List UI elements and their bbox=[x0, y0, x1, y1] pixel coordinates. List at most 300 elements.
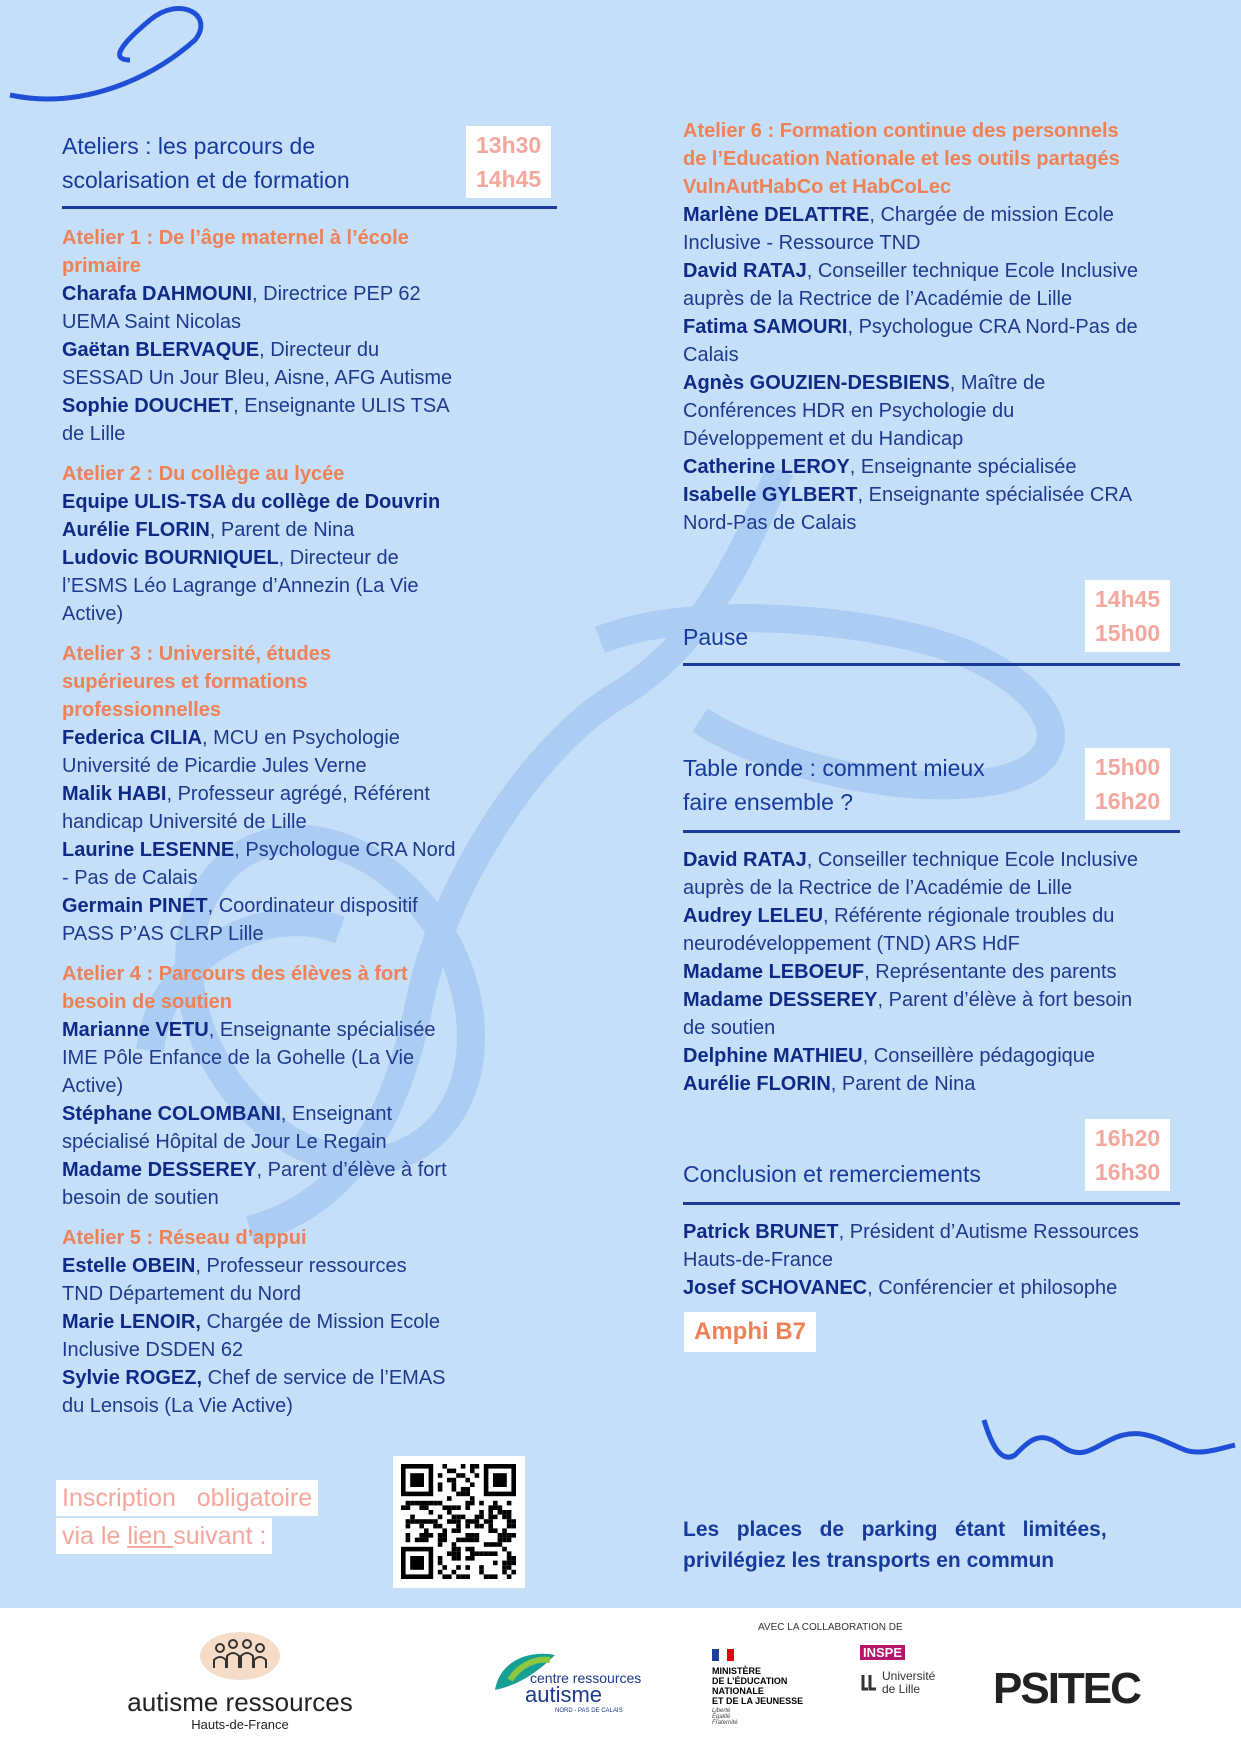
person-role: de Lille bbox=[62, 423, 126, 445]
qr-module bbox=[465, 1492, 470, 1497]
person-name: Madame DESSEREY bbox=[62, 1159, 257, 1181]
qr-module bbox=[488, 1510, 493, 1515]
qr-module bbox=[484, 1542, 489, 1547]
qr-module bbox=[406, 1519, 411, 1524]
qr-module bbox=[456, 1524, 461, 1529]
qr-module bbox=[502, 1533, 507, 1538]
qr-module bbox=[452, 1542, 457, 1547]
conclusion-divider bbox=[683, 1202, 1180, 1205]
person-entry bbox=[62, 280, 482, 336]
qr-module bbox=[502, 1570, 507, 1575]
qr-module bbox=[415, 1519, 420, 1524]
qr-module bbox=[502, 1528, 507, 1533]
qr-module bbox=[424, 1505, 429, 1510]
qr-module bbox=[461, 1574, 466, 1579]
qr-module bbox=[502, 1510, 507, 1515]
table-ronde-title bbox=[683, 751, 985, 819]
qr-module bbox=[442, 1574, 447, 1579]
atelier-3 bbox=[62, 640, 482, 948]
qr-module bbox=[447, 1510, 452, 1515]
qr-module bbox=[456, 1505, 461, 1510]
person-role: IME Pôle Enfance de la Gohelle (La Vie bbox=[62, 1047, 415, 1069]
qr-module bbox=[456, 1473, 461, 1478]
person-entry bbox=[62, 1016, 482, 1100]
person-entry bbox=[683, 902, 1183, 958]
person-role: spécialisé Hôpital de Jour Le Regain bbox=[62, 1131, 387, 1153]
qr-module bbox=[475, 1524, 480, 1529]
ministere-text: MINISTÈRE DE L’ÉDUCATION NATIONALE ET DE LA JEUNESSE bbox=[712, 1666, 804, 1706]
person-role: - Pas de Calais bbox=[62, 867, 198, 889]
qr-module bbox=[465, 1524, 470, 1529]
person-role: , Directeur du bbox=[259, 339, 380, 361]
person-name: Laurine LESENNE bbox=[62, 839, 235, 861]
person-name: Equipe ULIS-TSA du collège de Douvrin bbox=[62, 491, 441, 513]
qr-module bbox=[475, 1473, 480, 1478]
ateliers-time-box bbox=[466, 126, 551, 198]
qr-module bbox=[507, 1515, 512, 1520]
person-role: , Représentante des parents bbox=[864, 961, 1117, 983]
qr-module bbox=[438, 1524, 443, 1529]
person-role: l’ESMS Léo Lagrange d’Annezin (La Vie bbox=[62, 575, 419, 597]
person-name: Fatima SAMOURI bbox=[683, 316, 848, 338]
person-role: UEMA Saint Nicolas bbox=[62, 311, 241, 333]
logo-ministere bbox=[712, 1648, 822, 1726]
person-role: , Chargée de mission Ecole bbox=[869, 204, 1114, 226]
person-entry bbox=[683, 1218, 1183, 1274]
qr-module bbox=[452, 1482, 457, 1487]
qr-module bbox=[419, 1501, 424, 1506]
qr-module bbox=[452, 1570, 457, 1575]
qr-module bbox=[447, 1496, 452, 1501]
qr-module bbox=[424, 1533, 429, 1538]
qr-module bbox=[470, 1501, 475, 1506]
person-role: de soutien bbox=[683, 1017, 776, 1039]
qr-module bbox=[465, 1533, 470, 1538]
qr-code-image bbox=[393, 1456, 525, 1588]
qr-module bbox=[507, 1551, 512, 1556]
qr-module bbox=[470, 1547, 475, 1552]
ar-region: Hauts-de-France bbox=[191, 1717, 289, 1732]
qr-module bbox=[507, 1565, 512, 1570]
univ-line1: Université bbox=[882, 1669, 936, 1683]
qr-module bbox=[465, 1501, 470, 1506]
atelier-title: Atelier 1 : De l’âge maternel à l’école primaire bbox=[62, 227, 409, 277]
table-ronde-time-start: 15h00 bbox=[1095, 754, 1161, 780]
cra-line2: autisme bbox=[525, 1682, 603, 1707]
person-entry bbox=[62, 392, 482, 448]
person-name: Madame LEBOEUF bbox=[683, 961, 865, 983]
qr-module bbox=[511, 1561, 516, 1566]
qr-module bbox=[493, 1505, 498, 1510]
qr-module bbox=[438, 1515, 443, 1520]
qr-module bbox=[438, 1561, 443, 1566]
person-role: Chargée de Mission Ecole bbox=[200, 1311, 440, 1333]
section-divider bbox=[62, 206, 557, 209]
pause-time-end: 15h00 bbox=[1095, 620, 1161, 646]
qr-module bbox=[438, 1482, 443, 1487]
ateliers-title-line1: Ateliers : les parcours de bbox=[62, 133, 316, 159]
atelier-5 bbox=[62, 1224, 482, 1420]
qr-module bbox=[433, 1519, 438, 1524]
qr-module bbox=[479, 1565, 484, 1570]
qr-module bbox=[456, 1538, 461, 1543]
person-role: Développement et du Handicap bbox=[683, 428, 964, 450]
cra-line3: NORD - PAS DE CALAIS bbox=[555, 1708, 623, 1714]
atelier-6 bbox=[683, 117, 1183, 537]
person-role: Hauts-de-France bbox=[683, 1249, 834, 1271]
conclusion-time-end: 16h30 bbox=[1095, 1159, 1161, 1185]
person-role: Université de Picardie Jules Verne bbox=[62, 755, 367, 777]
qr-module bbox=[498, 1542, 503, 1547]
person-role: Chef de service de l’EMAS bbox=[202, 1367, 446, 1389]
person-entry bbox=[683, 257, 1183, 313]
qr-module bbox=[447, 1478, 452, 1483]
qr-module bbox=[429, 1510, 434, 1515]
qr-module bbox=[475, 1519, 480, 1524]
qr-module bbox=[470, 1538, 475, 1543]
qr-module bbox=[452, 1487, 457, 1492]
qr-module bbox=[410, 1515, 415, 1520]
qr-module bbox=[502, 1515, 507, 1520]
qr-module bbox=[479, 1515, 484, 1520]
qr-module bbox=[488, 1574, 493, 1579]
person-entry bbox=[62, 336, 482, 392]
person-role: Active) bbox=[62, 1075, 124, 1097]
person-role: , Maître de bbox=[949, 372, 1046, 394]
atelier-title: Atelier 5 : Réseau d’appui bbox=[62, 1227, 307, 1249]
person-name: Patrick BRUNET bbox=[683, 1221, 839, 1243]
qr-module bbox=[429, 1533, 434, 1538]
qr-module bbox=[507, 1533, 512, 1538]
univ-lille-logo bbox=[860, 1670, 950, 1696]
qr-module bbox=[461, 1538, 466, 1543]
person-entry bbox=[62, 1252, 482, 1308]
person-role: , Psychologue CRA Nord-Pas de bbox=[847, 316, 1138, 338]
qr-module bbox=[461, 1464, 466, 1469]
person-role: , Professeur ressources bbox=[195, 1255, 407, 1277]
atelier6-block bbox=[683, 117, 1183, 549]
person-entry bbox=[683, 846, 1183, 902]
person-role: , Directrice PEP 62 bbox=[252, 283, 421, 305]
person-role: Conférences HDR en Psychologie du bbox=[683, 400, 1015, 422]
person-name: Josef SCHOVANEC bbox=[683, 1277, 868, 1299]
qr-module bbox=[456, 1519, 461, 1524]
qr-module bbox=[433, 1524, 438, 1529]
qr-module bbox=[498, 1510, 503, 1515]
qr-module bbox=[456, 1565, 461, 1570]
person-role: , Président d’Autisme Ressources bbox=[838, 1221, 1139, 1243]
qr-module bbox=[465, 1487, 470, 1492]
person-role: Nord-Pas de Calais bbox=[683, 512, 857, 534]
person-name: Sylvie ROGEZ, bbox=[62, 1367, 203, 1389]
qr-module bbox=[493, 1561, 498, 1566]
table-ronde-people bbox=[683, 846, 1183, 1098]
qr-module bbox=[511, 1524, 516, 1529]
qr-module bbox=[456, 1528, 461, 1533]
qr-module bbox=[461, 1492, 466, 1497]
person-role: auprès de la Rectrice de l’Académie de Lille bbox=[683, 288, 1073, 310]
collab-caption: AVEC LA COLLABORATION DE bbox=[758, 1622, 903, 1633]
qr-code[interactable] bbox=[393, 1456, 525, 1588]
qr-module bbox=[511, 1570, 516, 1575]
person-role: auprès de la Rectrice de l’Académie de Lille bbox=[683, 877, 1073, 899]
qr-module bbox=[442, 1565, 447, 1570]
person-name: Germain PINET bbox=[62, 895, 208, 917]
person-role: TND Département du Nord bbox=[62, 1283, 301, 1305]
qr-module bbox=[488, 1505, 493, 1510]
person-entry bbox=[683, 986, 1183, 1042]
qr-module bbox=[401, 1505, 406, 1510]
qr-finder bbox=[493, 1473, 507, 1487]
person-entry bbox=[683, 453, 1183, 481]
atelier-title: Atelier 4 : Parcours des élèves à fort besoin de soutien bbox=[62, 963, 408, 1013]
person-role: , Enseignante ULIS TSA bbox=[233, 395, 450, 417]
qr-module bbox=[406, 1505, 411, 1510]
inscription-link[interactable]: lien bbox=[127, 1522, 174, 1550]
qr-module bbox=[419, 1524, 424, 1529]
pause-title: Pause bbox=[683, 624, 749, 650]
person-role: neurodéveloppement (TND) ARS HdF bbox=[683, 933, 1020, 955]
qr-module bbox=[511, 1533, 516, 1538]
person-role: Inclusive DSDEN 62 bbox=[62, 1339, 244, 1361]
conclusion-time-box bbox=[1085, 1119, 1170, 1191]
qr-module bbox=[507, 1538, 512, 1543]
qr-module bbox=[493, 1528, 498, 1533]
table-ronde-divider bbox=[683, 830, 1180, 833]
logo-inspe-univ bbox=[860, 1644, 950, 1696]
person-role: , Enseignante spécialisée bbox=[849, 456, 1077, 478]
qr-module bbox=[475, 1551, 480, 1556]
person-role: , Conférencier et philosophe bbox=[867, 1277, 1118, 1299]
qr-module bbox=[465, 1478, 470, 1483]
person-name: Charafa DAHMOUNI bbox=[62, 283, 253, 305]
qr-module bbox=[498, 1505, 503, 1510]
qr-module bbox=[465, 1556, 470, 1561]
qr-module bbox=[429, 1501, 434, 1506]
conclusion-title: Conclusion et remerciements bbox=[683, 1161, 981, 1187]
atelier-2 bbox=[62, 460, 482, 628]
qr-module bbox=[438, 1538, 443, 1543]
atelier-4 bbox=[62, 960, 482, 1212]
qr-module bbox=[438, 1533, 443, 1538]
person-role: , MCU en Psychologie bbox=[202, 727, 400, 749]
person-role: Inclusive - Ressource TND bbox=[683, 232, 921, 254]
qr-module bbox=[475, 1464, 480, 1469]
atelier-title: Atelier 6 : Formation continue des personnels de l’Education Nationale et les outils partagés VulnAutHabCo et HabCoLec bbox=[683, 120, 1120, 198]
qr-module bbox=[442, 1538, 447, 1543]
person-role: , Parent de Nina bbox=[209, 519, 355, 541]
person-role: , Enseignant bbox=[280, 1103, 393, 1125]
person-entry bbox=[62, 488, 482, 516]
logo-autisme-ressources bbox=[120, 1626, 360, 1733]
people-icon bbox=[195, 1626, 285, 1682]
person-name: Agnès GOUZIEN-DESBIENS bbox=[683, 372, 950, 394]
person-name: Federica CILIA bbox=[62, 727, 203, 749]
person-role: , Parent de Nina bbox=[830, 1073, 976, 1095]
qr-module bbox=[507, 1561, 512, 1566]
qr-module bbox=[424, 1519, 429, 1524]
person-role: , Conseiller technique Ecole Inclusive bbox=[806, 849, 1139, 871]
qr-module bbox=[456, 1551, 461, 1556]
person-entry bbox=[683, 369, 1183, 453]
person-entry bbox=[62, 1100, 482, 1156]
parking-line2: privilégiez les transports en commun bbox=[683, 1549, 1055, 1572]
person-entry bbox=[683, 201, 1183, 257]
inspe-logo: INSPE bbox=[860, 1645, 905, 1660]
qr-module bbox=[484, 1574, 489, 1579]
person-entry bbox=[683, 1070, 1183, 1098]
ateliers-section-title bbox=[62, 129, 350, 197]
table-ronde-time-end: 16h20 bbox=[1095, 788, 1161, 814]
qr-module bbox=[447, 1551, 452, 1556]
person-name: Marie LENOIR, bbox=[62, 1311, 201, 1333]
qr-module bbox=[452, 1469, 457, 1474]
qr-module bbox=[415, 1538, 420, 1543]
person-name: Aurélie FLORIN bbox=[62, 519, 210, 541]
qr-module bbox=[465, 1505, 470, 1510]
qr-module bbox=[447, 1519, 452, 1524]
person-name: David RATAJ bbox=[683, 260, 807, 282]
qr-module bbox=[442, 1505, 447, 1510]
qr-module bbox=[484, 1519, 489, 1524]
qr-module bbox=[465, 1519, 470, 1524]
qr-module bbox=[433, 1501, 438, 1506]
inscription-line1: Inscription obligatoire bbox=[62, 1484, 313, 1512]
qr-module bbox=[452, 1519, 457, 1524]
qr-module bbox=[406, 1538, 411, 1543]
person-role: , Référente régionale troubles du bbox=[823, 905, 1115, 927]
footer-logos bbox=[0, 1608, 1241, 1755]
person-name: Marianne VETU bbox=[62, 1019, 209, 1041]
qr-module bbox=[406, 1524, 411, 1529]
person-role: SESSAD Un Jour Bleu, Aisne, AFG Autisme bbox=[62, 367, 453, 389]
person-entry bbox=[683, 313, 1183, 369]
pause-time-box bbox=[1085, 580, 1170, 652]
qr-module bbox=[447, 1574, 452, 1579]
qr-module bbox=[488, 1528, 493, 1533]
person-entry bbox=[62, 544, 482, 628]
cra-line1: centre ressources bbox=[530, 1670, 642, 1686]
time-end: 14h45 bbox=[476, 166, 542, 192]
person-name: Catherine LEROY bbox=[683, 456, 850, 478]
qr-module bbox=[452, 1551, 457, 1556]
qr-module bbox=[488, 1524, 493, 1529]
person-role: , Parent d’élève à fort bbox=[256, 1159, 447, 1181]
qr-finder bbox=[410, 1556, 424, 1570]
inscription-box bbox=[56, 1480, 318, 1516]
person-name: Aurélie FLORIN bbox=[683, 1073, 831, 1095]
qr-module bbox=[502, 1565, 507, 1570]
qr-module bbox=[502, 1561, 507, 1566]
qr-module bbox=[479, 1510, 484, 1515]
person-entry bbox=[683, 1274, 1183, 1302]
qr-module bbox=[415, 1501, 420, 1506]
person-entry bbox=[683, 958, 1183, 986]
qr-module bbox=[493, 1551, 498, 1556]
atelier-title: Atelier 2 : Du collège au lycée bbox=[62, 463, 345, 485]
qr-module bbox=[438, 1487, 443, 1492]
time-start: 13h30 bbox=[476, 132, 542, 158]
qr-module bbox=[502, 1538, 507, 1543]
person-name: Malik HABI bbox=[62, 783, 167, 805]
qr-module bbox=[488, 1515, 493, 1520]
person-name: Sophie DOUCHET bbox=[62, 395, 234, 417]
table-ronde-time-box bbox=[1085, 748, 1170, 820]
pause-time-start: 14h45 bbox=[1095, 586, 1161, 612]
logo-psitec: PSITEC bbox=[993, 1664, 1140, 1713]
qr-module bbox=[493, 1501, 498, 1506]
person-entry bbox=[62, 516, 482, 544]
qr-module bbox=[470, 1482, 475, 1487]
person-name: Estelle OBEIN bbox=[62, 1255, 196, 1277]
qr-module bbox=[488, 1519, 493, 1524]
qr-module bbox=[470, 1519, 475, 1524]
qr-module bbox=[419, 1505, 424, 1510]
qr-module bbox=[438, 1501, 443, 1506]
qr-module bbox=[429, 1519, 434, 1524]
qr-module bbox=[438, 1473, 443, 1478]
person-role: , Directeur de bbox=[278, 547, 399, 569]
qr-module bbox=[470, 1556, 475, 1561]
person-entry bbox=[62, 1156, 482, 1212]
pause-divider bbox=[683, 663, 1180, 666]
qr-module bbox=[406, 1533, 411, 1538]
qr-module bbox=[507, 1510, 512, 1515]
qr-module bbox=[452, 1478, 457, 1483]
qr-module bbox=[424, 1538, 429, 1543]
person-entry bbox=[62, 1308, 482, 1364]
qr-module bbox=[447, 1505, 452, 1510]
qr-module bbox=[475, 1538, 480, 1543]
qr-module bbox=[475, 1533, 480, 1538]
ateliers-title-line2: scolarisation et de formation bbox=[62, 167, 350, 193]
person-name: Madame DESSEREY bbox=[683, 989, 878, 1011]
person-name: Delphine MATHIEU bbox=[683, 1045, 863, 1067]
person-name: Gaëtan BLERVAQUE bbox=[62, 339, 260, 361]
ateliers-list bbox=[62, 224, 482, 1432]
qr-module bbox=[456, 1515, 461, 1520]
conclusion-time-start: 16h20 bbox=[1095, 1125, 1161, 1151]
person-entry bbox=[683, 481, 1183, 537]
qr-module bbox=[424, 1501, 429, 1506]
qr-module bbox=[452, 1505, 457, 1510]
qr-module bbox=[461, 1473, 466, 1478]
qr-module bbox=[507, 1574, 512, 1579]
qr-module bbox=[507, 1519, 512, 1524]
qr-module bbox=[493, 1574, 498, 1579]
person-role: du Lensois (La Vie Active) bbox=[62, 1395, 293, 1417]
qr-module bbox=[493, 1515, 498, 1520]
person-role: , Enseignante spécialisée bbox=[208, 1019, 436, 1041]
person-entry bbox=[62, 1364, 482, 1420]
qr-module bbox=[465, 1565, 470, 1570]
qr-module bbox=[442, 1464, 447, 1469]
qr-module bbox=[452, 1528, 457, 1533]
person-role: Calais bbox=[683, 344, 739, 366]
qr-module bbox=[419, 1519, 424, 1524]
person-role: PASS P’AS CLRP Lille bbox=[62, 923, 264, 945]
qr-module bbox=[498, 1533, 503, 1538]
person-entry bbox=[683, 1042, 1183, 1070]
qr-module bbox=[410, 1519, 415, 1524]
person-name: Isabelle GYLBERT bbox=[683, 484, 858, 506]
univ-lille-icon bbox=[860, 1673, 878, 1693]
qr-module bbox=[479, 1570, 484, 1575]
qr-module bbox=[438, 1542, 443, 1547]
person-role: , Conseiller technique Ecole Inclusive bbox=[806, 260, 1139, 282]
qr-module bbox=[419, 1533, 424, 1538]
atelier-1 bbox=[62, 224, 482, 448]
